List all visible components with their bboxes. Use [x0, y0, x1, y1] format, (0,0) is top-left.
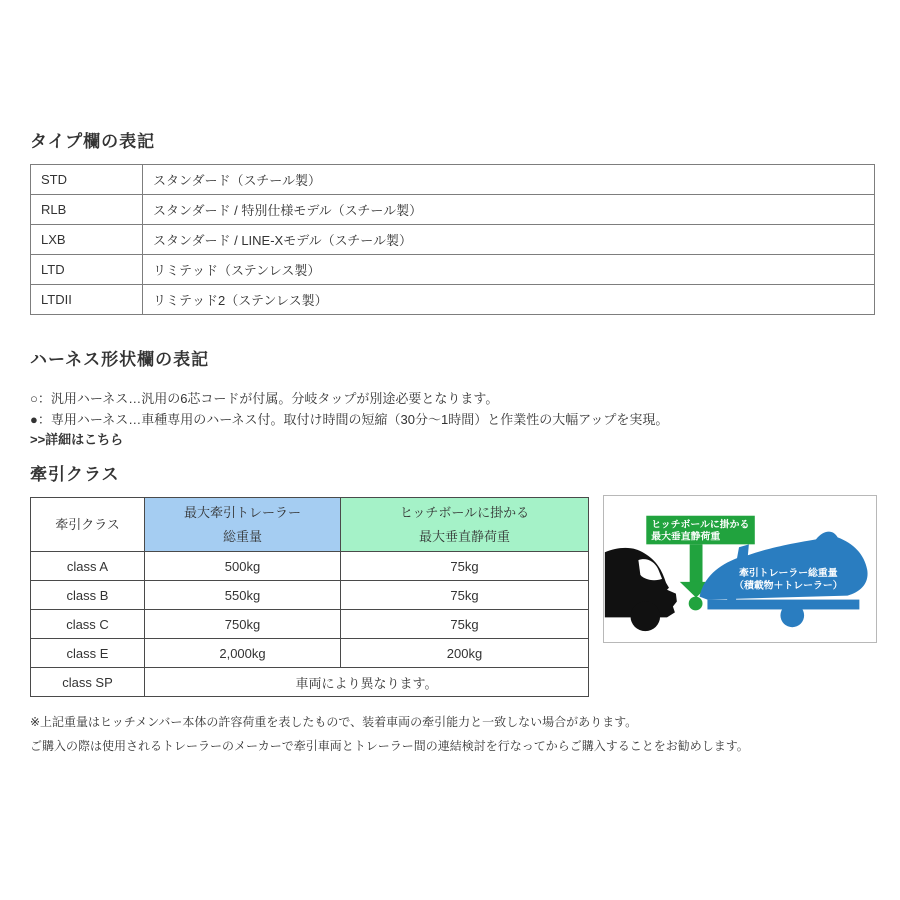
- car-silhouette-icon: [605, 548, 677, 631]
- weight-cell: 750kg: [145, 610, 341, 639]
- type-desc: リミテッド2（ステンレス製）: [143, 285, 875, 315]
- class-cell: class A: [31, 552, 145, 581]
- type-desc: スタンダード / 特別仕様モデル（スチール製）: [143, 195, 875, 225]
- header-towing-class: 牽引クラス: [31, 498, 145, 552]
- table-row: [31, 285, 875, 315]
- footnote-purchase-advice: ご購入の際は使用されるトレーラーのメーカーで牽引車両とトレーラー間の連結検討を行なってからご購入することをお勧めします。: [30, 739, 749, 753]
- type-desc: スタンダード / LINE-Xモデル（スチール製）: [143, 225, 875, 255]
- sp-note-cell: 車両により異なります。: [145, 668, 589, 697]
- table-row: [31, 165, 875, 195]
- type-code: RLB: [31, 195, 143, 225]
- label-line1: ヒッチボールに掛かる: [651, 519, 750, 531]
- load-cell: 75kg: [341, 581, 589, 610]
- type-section-title: タイプ欄の表記: [30, 132, 156, 151]
- class-cell: class C: [31, 610, 145, 639]
- type-table: [30, 164, 875, 315]
- table-row: [31, 639, 589, 668]
- table-row: [31, 225, 875, 255]
- table-header-row: [31, 498, 589, 552]
- harness-dedicated-note: ●：専用ハーネス…車種専用のハーネス付。取付け時間の短縮（30分～1時間）と作業性の大幅アップを実現。: [30, 412, 669, 427]
- hitch-ball-load-label: [646, 516, 755, 545]
- load-cell: 75kg: [341, 552, 589, 581]
- hitch-ball-icon: [689, 597, 703, 611]
- type-code: LTDII: [31, 285, 143, 315]
- table-row: [31, 610, 589, 639]
- trailer-weight-label-line2: （積載物＋トレーラー）: [734, 580, 843, 592]
- class-cell: class E: [31, 639, 145, 668]
- type-desc: リミテッド（ステンレス製）: [143, 255, 875, 285]
- label-line2: 最大垂直静荷重: [651, 531, 721, 543]
- weight-cell: 500kg: [145, 552, 341, 581]
- type-code: STD: [31, 165, 143, 195]
- towing-illustration: [603, 495, 877, 643]
- type-code: LXB: [31, 225, 143, 255]
- towing-class-table: [30, 497, 589, 697]
- towing-illustration-svg: [604, 496, 876, 642]
- harness-generic-note: ○：汎用ハーネス…汎用の6芯コードが付属。分岐タップが別途必要となります。: [30, 391, 499, 406]
- class-cell: class SP: [31, 668, 145, 697]
- header-max-vertical-load: ヒッチボールに掛かる 最大垂直静荷重: [341, 498, 589, 552]
- type-code: LTD: [31, 255, 143, 285]
- trailer-weight-label-line1: 牽引トレーラー総重量: [739, 567, 838, 579]
- weight-cell: 550kg: [145, 581, 341, 610]
- load-cell: 75kg: [341, 610, 589, 639]
- table-row: [31, 581, 589, 610]
- table-row: [31, 668, 589, 697]
- table-row: [31, 552, 589, 581]
- trailer-graphic: [700, 532, 868, 628]
- footnote-capacity: ※上記重量はヒッチメンバー本体の許容荷重を表したもので、装着車両の牽引能力と一致しない場合があります。: [30, 715, 638, 729]
- load-cell: 200kg: [341, 639, 589, 668]
- table-row: [31, 255, 875, 285]
- class-cell: class B: [31, 581, 145, 610]
- weight-cell: 2,000kg: [145, 639, 341, 668]
- detail-link[interactable]: >>詳細はこちら: [30, 432, 124, 447]
- header-max-trailer-weight: 最大牽引トレーラー 総重量: [145, 498, 341, 552]
- type-desc: スタンダード（スチール製）: [143, 165, 875, 195]
- towing-section-title: 牽引クラス: [30, 465, 120, 484]
- harness-section-title: ハーネス形状欄の表記: [30, 350, 210, 369]
- table-row: [31, 195, 875, 225]
